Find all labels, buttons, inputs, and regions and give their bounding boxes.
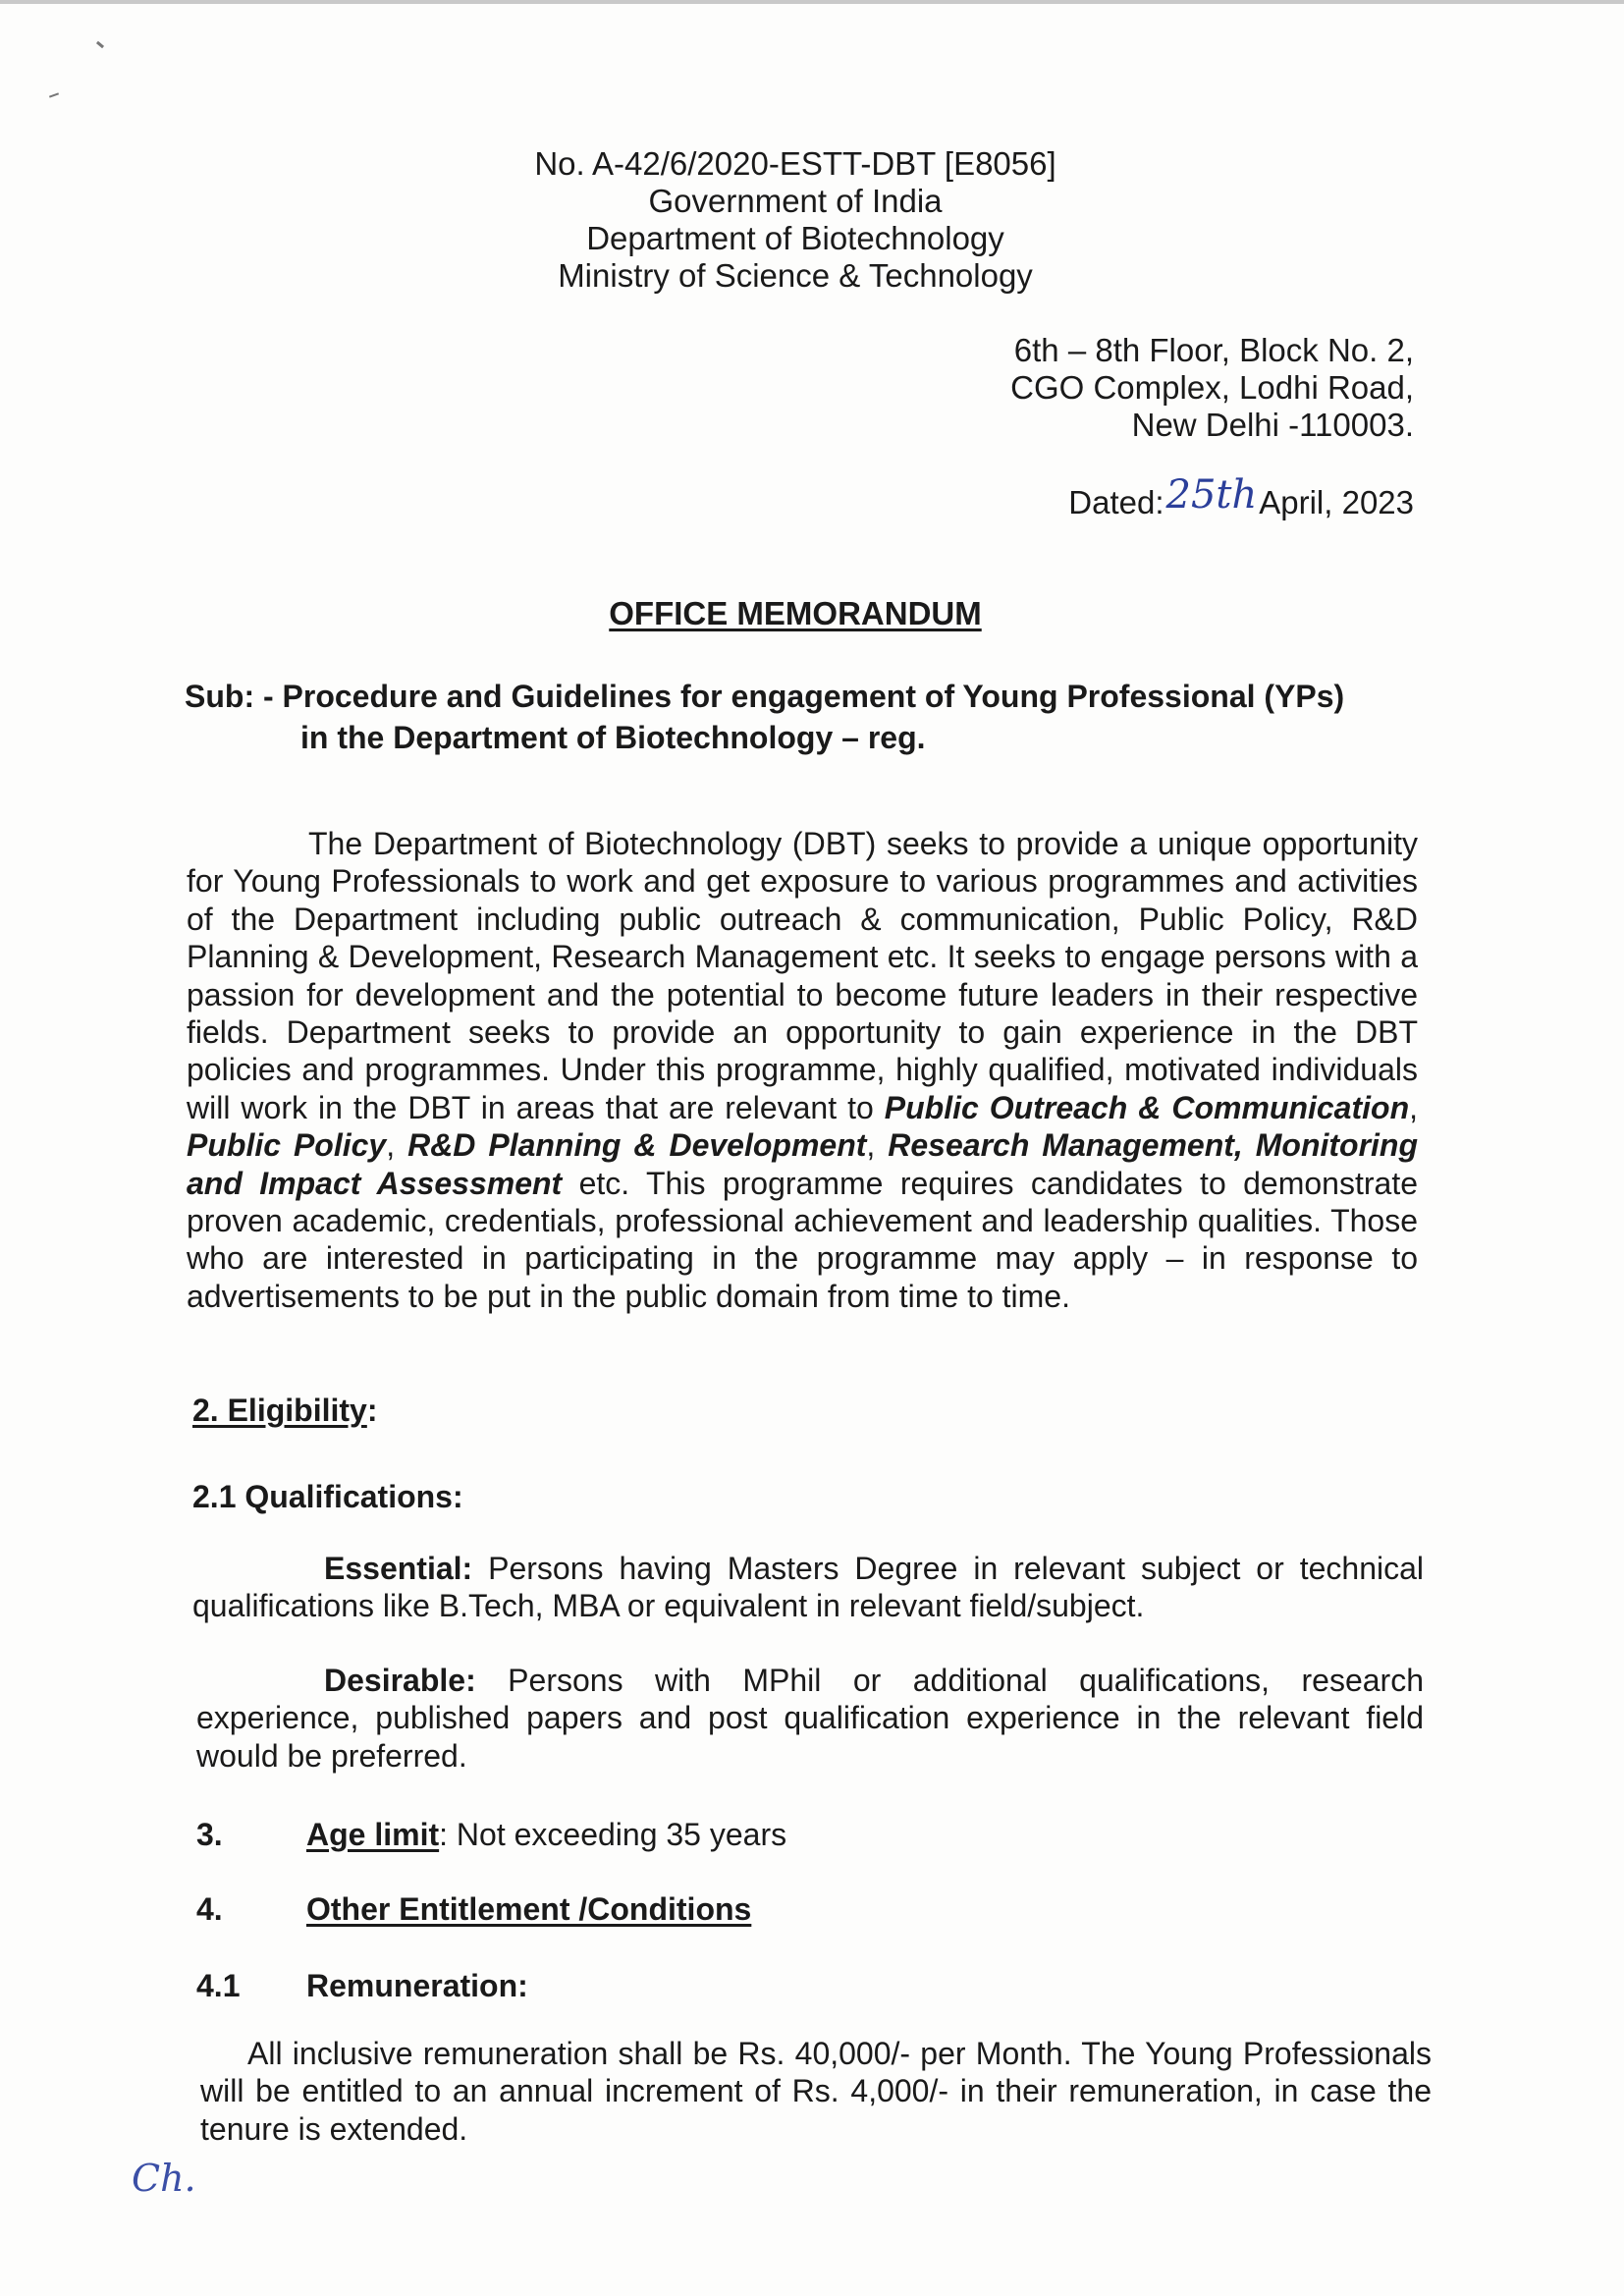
ministry-line: Ministry of Science & Technology	[558, 257, 1033, 294]
desirable-label: Desirable:	[324, 1663, 476, 1698]
intro-text-2: etc. This programme requires candidates to demonstrate proven academic, credentials, professional achievement and leadership qualities. Those who are interested in participating in the programme may apply – in response to advertisements to be put in the public domain from time to time.	[187, 1165, 1419, 1314]
scan-speck	[96, 41, 104, 48]
subject-block	[185, 676, 1422, 758]
essential-label: Essential:	[324, 1551, 473, 1586]
remuneration-paragraph	[200, 2035, 1432, 2148]
separator: ,	[386, 1127, 408, 1164]
remuneration-heading: Remuneration:	[306, 1968, 528, 2003]
intro-text-1: The Department of Biotechnology (DBT) seeks to provide a unique opportunity for Young Professionals to work and get exposure to various programmes and activities of the Department including public outreach & communication, Public Policy, R&D Planning & Development, Research Management etc. It seeks to engage persons with a passion for development and the potential to become future leaders in their respective fields. Department seeks to provide an opportunity to gain experience in the DBT policies and programmes. Under this programme, highly qualified, motivated individuals will work in the DBT in areas that are relevant to	[187, 826, 1418, 1125]
date-label: Dated:	[1068, 484, 1164, 520]
eligibility-heading-text: 2. Eligibility	[192, 1393, 367, 1428]
area-research-management: Research Management, Monitoring and Impact Assessment	[187, 1127, 1419, 1201]
intro-paragraph	[187, 825, 1418, 1315]
title-text: OFFICE MEMORANDUM	[609, 595, 982, 631]
office-address	[884, 332, 1414, 444]
remuneration-row	[196, 1968, 528, 2004]
department-line: Department of Biotechnology	[586, 220, 1004, 256]
eligibility-heading	[192, 1393, 377, 1429]
age-colon: :	[439, 1817, 449, 1852]
separator: ,	[1409, 1089, 1419, 1125]
handwritten-day: 25th	[1165, 472, 1258, 518]
age-limit-text: Not exceeding 35 years	[448, 1817, 787, 1852]
handwritten-initial: Ch.	[132, 2157, 196, 2200]
essential-paragraph	[192, 1550, 1424, 1625]
file-number: No. A-42/6/2020-ESTT-DBT [E8056]	[534, 145, 1056, 182]
area-outreach: Public Outreach & Communication	[884, 1089, 1410, 1125]
heading-colon: :	[366, 1393, 378, 1428]
scan-edge	[0, 0, 1624, 4]
letterhead	[393, 145, 1198, 295]
address-line-2: CGO Complex, Lodhi Road,	[1010, 369, 1414, 406]
government-line: Government of India	[648, 183, 943, 219]
area-rd-planning: R&D Planning & Development	[407, 1127, 867, 1164]
other-entitlement-row	[196, 1891, 751, 1928]
age-limit-label: Age limit	[306, 1817, 440, 1852]
section-number: 4.1	[196, 1968, 241, 2003]
remuneration-text: All inclusive remuneration shall be Rs. 40,000/- per Month. The Young Professionals will be entitled to an annual increment of Rs. 4,000/- in their remuneration, in case the tenure is extended.	[200, 2036, 1432, 2147]
scan-speck	[49, 92, 59, 97]
address-line-1: 6th – 8th Floor, Block No. 2,	[1013, 332, 1414, 368]
qualifications-heading: 2.1 Qualifications:	[192, 1479, 463, 1514]
age-limit-row	[196, 1817, 786, 1853]
document-title	[393, 595, 1198, 632]
essential-text: Persons having Masters Degree in relevant subject or technical qualifications like B.Tech, MBA or equivalent in relevant field/subject.	[192, 1551, 1424, 1624]
date-line	[884, 472, 1414, 522]
separator: ,	[866, 1127, 889, 1164]
desirable-paragraph	[196, 1662, 1424, 1775]
area-public-policy: Public Policy	[187, 1127, 387, 1164]
section-number: 4.	[196, 1891, 223, 1927]
desirable-text: Persons with MPhil or additional qualifications, research experience, published papers and post qualification experience in the relevant field would be preferred.	[196, 1663, 1424, 1774]
other-entitlement-heading: Other Entitlement /Conditions	[306, 1891, 752, 1927]
subject-line-1: Sub: - Procedure and Guidelines for engagement of Young Professional (YPs)	[185, 679, 1345, 714]
address-line-3: New Delhi -110003.	[1131, 407, 1414, 443]
date-month-year: April, 2023	[1259, 484, 1414, 520]
subject-line-2: in the Department of Biotechnology – reg.	[300, 720, 926, 755]
section-number: 3.	[196, 1817, 223, 1852]
